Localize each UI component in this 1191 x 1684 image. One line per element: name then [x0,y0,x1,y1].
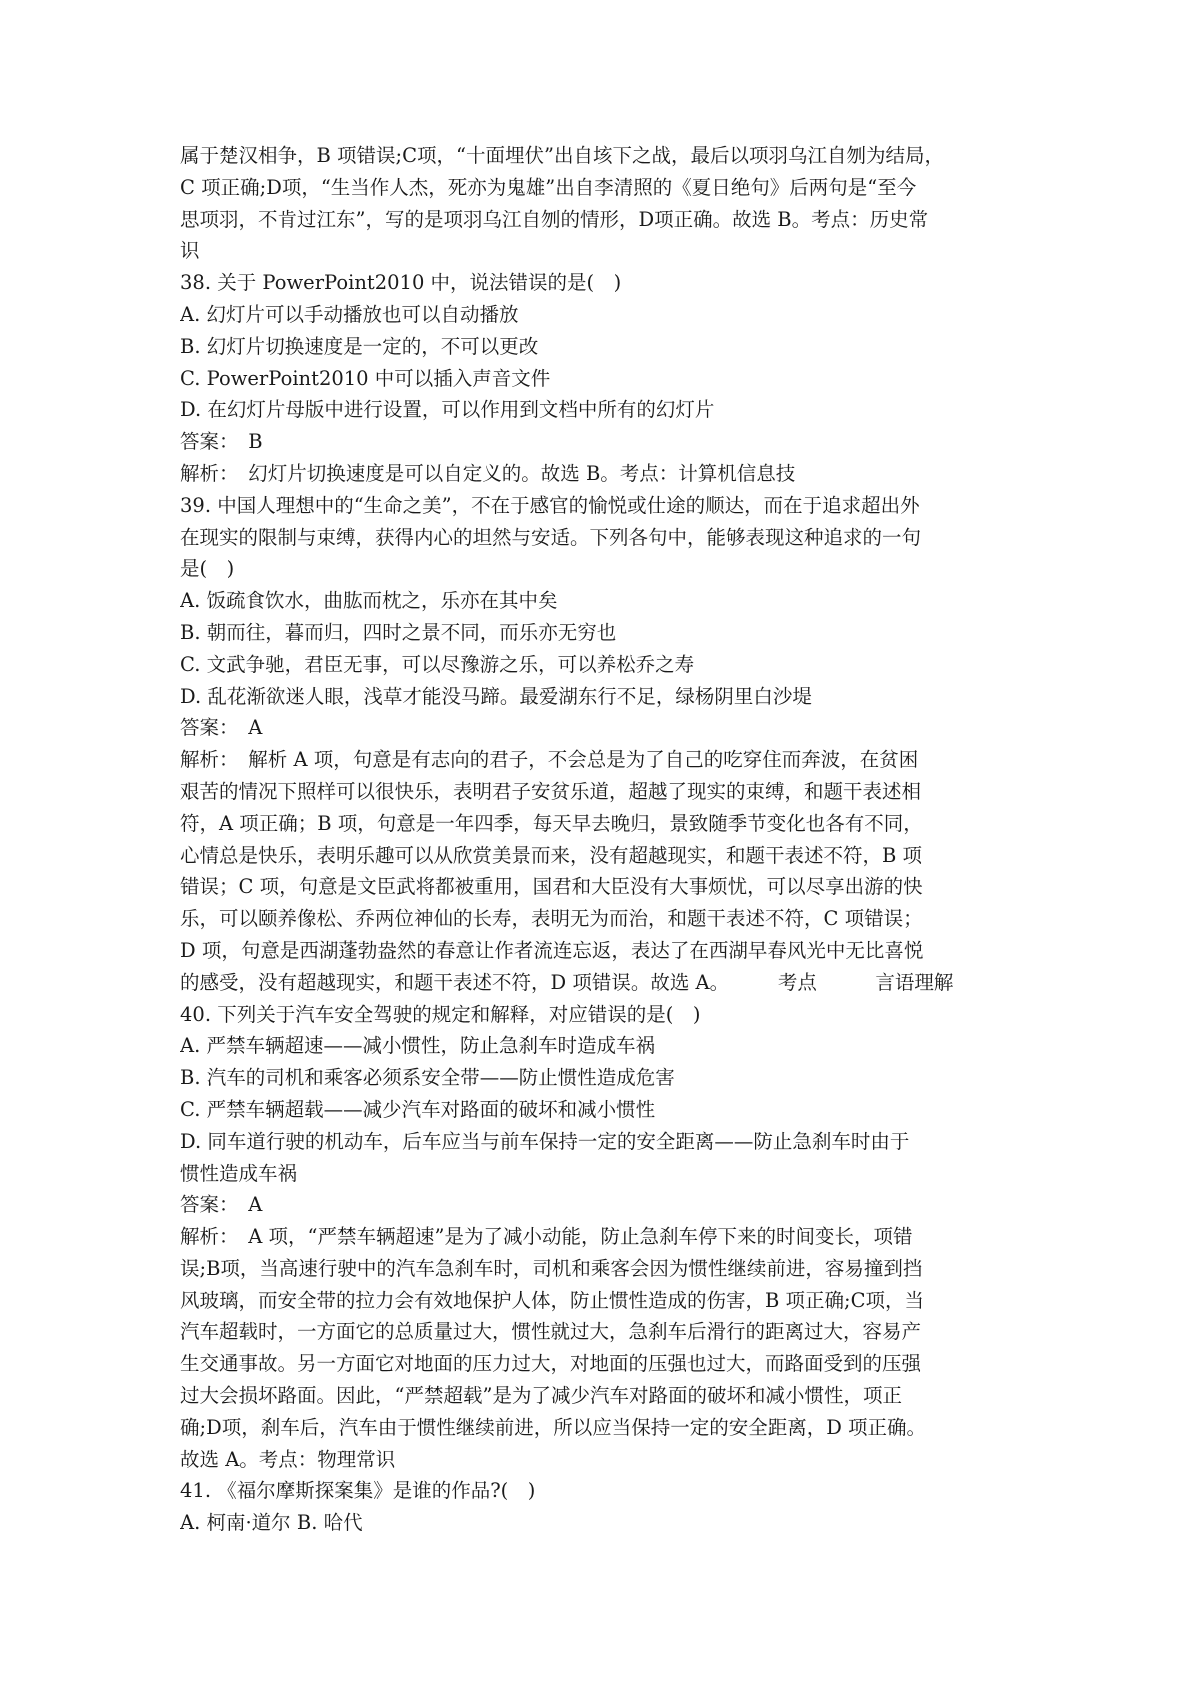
question-39-analysis: 错误；C 项，句意是文臣武将都被重用，国君和大臣没有大事烦忧，可以尽享出游的快 [180,875,923,899]
question-39-stem: 在现实的限制与束缚，获得内心的坦然与安适。下列各句中，能够表现这种追求的一句 [180,525,922,549]
question-40-option-d: D. 同车道行驶的机动车，后车应当与前车保持一定的安全距离——防止急刹车时由于 [180,1129,910,1153]
question-40-analysis: 确;D项，刹车后，汽车由于惯性继续前进，所以应当保持一定的安全距离，D 项正确。 [180,1415,927,1439]
question-40-analysis: 误;B项，当高速行驶中的汽车急刹车时，司机和乘客会因为惯性继续前进，容易撞到挡 [180,1256,923,1280]
question-39-analysis: 符，A 项正确；B 项，句意是一年四季，每天早去晚归，景致随季节变化也各有不同， [180,811,923,835]
text-line: 思项羽，不肯过江东”，写的是项羽乌江自刎的情形，D项正确。故选 B。考点：历史常 [180,207,929,231]
question-40-analysis: 过大会损坏路面。因此，“严禁超载”是为了减少汽车对路面的破坏和减小惯性，项正 [180,1384,902,1408]
question-39-analysis: 艰苦的情况下照样可以很快乐，表明君子安贫乐道，超越了现实的束缚，和题干表述相 [180,779,922,803]
question-39-stem: 39. 中国人理想中的“生命之美”，不在于感官的愉悦或仕途的顺达，而在于追求超出外 [180,493,920,517]
question-39-analysis: 乐，可以颐养像松、乔两位神仙的长寿，表明无为而治，和题干表述不符，C 项错误； [180,907,923,931]
question-40-option-b: B. 汽车的司机和乘客必须系安全带——防止惯性造成危害 [180,1066,675,1090]
text-line: 识 [180,239,200,263]
question-39-analysis: 心情总是快乐，表明乐趣可以从欣赏美景而来，没有超越现实，和题干表述不符，B 项 [180,843,923,867]
question-39-option-a: A. 饭疏食饮水，曲肱而枕之，乐亦在其中矣 [180,589,558,613]
question-39-option-c: C. 文武争驰，君臣无事，可以尽豫游之乐，可以养松乔之寿 [180,652,695,676]
text-line: 属于楚汉相争，B 项错误;C项，“十面埋伏”出自垓下之战，最后以项羽乌江自刎为结局， [180,144,944,167]
question-38-answer: 答案： B [180,430,263,454]
text-line: C 项正确;D项，“生当作人杰，死亦为鬼雄”出自李清照的《夏日绝句》后两句是“至今 [180,175,917,199]
question-38-option-b: B. 幻灯片切换速度是一定的，不可以更改 [180,334,539,358]
question-40-option-c: C. 严禁车辆超载——减少汽车对路面的破坏和减小惯性 [180,1097,656,1121]
question-39-stem: 是( ) [180,557,235,581]
question-39-answer: 答案： A [180,716,263,740]
question-39-option-b: B. 朝而往，暮而归，四时之景不同，而乐亦无穷也 [180,620,617,644]
document-page [180,140,1030,1620]
question-39-option-d: D. 乱花渐欲迷人眼，浅草才能没马蹄。最爱湖东行不足，绿杨阴里白沙堤 [180,684,812,708]
question-38-option-d: D. 在幻灯片母版中进行设置，可以作用到文档中所有的幻灯片 [180,398,715,422]
question-38-stem: 38. 关于 PowerPoint2010 中，说法错误的是( ) [180,271,622,295]
question-40-option-a: A. 严禁车辆超速——减小惯性，防止急刹车时造成车祸 [180,1034,655,1058]
question-38-option-a: A. 幻灯片可以手动播放也可以自动播放 [180,302,519,326]
question-41-stem: 41. 《福尔摩斯探案集》是谁的作品?( ) [180,1479,536,1503]
question-41-options: A. 柯南·道尔 B. 哈代 [180,1511,363,1535]
question-40-answer: 答案： A [180,1193,263,1217]
question-39-analysis: 的感受，没有超越现实，和题干表述不符，D 项错误。故选 A。 考点 言语理解 [180,970,954,994]
question-40-stem: 40. 下列关于汽车安全驾驶的规定和解释，对应错误的是( ) [180,1002,701,1026]
question-39-analysis: D 项，句意是西湖蓬勃盎然的春意让作者流连忘返，表达了在西湖早春风光中无比喜悦 [180,938,924,962]
question-38-analysis: 解析： 幻灯片切换速度是可以自定义的。故选 B。考点：计算机信息技 [180,461,796,485]
question-38-option-c: C. PowerPoint2010 中可以插入声音文件 [180,366,551,390]
question-40-analysis: 故选 A。考点：物理常识 [180,1447,396,1471]
question-40-option-d: 惯性造成车祸 [180,1161,298,1185]
question-40-analysis: 风玻璃，而安全带的拉力会有效地保护人体，防止惯性造成的伤害，B 项正确;C项，当 [180,1288,925,1312]
question-40-analysis: 解析： A 项，“严禁车辆超速”是为了减小动能，防止急刹车停下来的时间变长，项错 [180,1225,913,1249]
question-40-analysis: 生交通事故。另一方面它对地面的压力过大，对地面的压强也过大，而路面受到的压强 [180,1352,922,1376]
question-40-analysis: 汽车超载时，一方面它的总质量过大，惯性就过大，急刹车后滑行的距离过大，容易产 [180,1320,922,1344]
question-39-analysis: 解析： 解析 A 项，句意是有志向的君子，不会总是为了自己的吃穿住而奔波，在贫困 [180,748,919,772]
